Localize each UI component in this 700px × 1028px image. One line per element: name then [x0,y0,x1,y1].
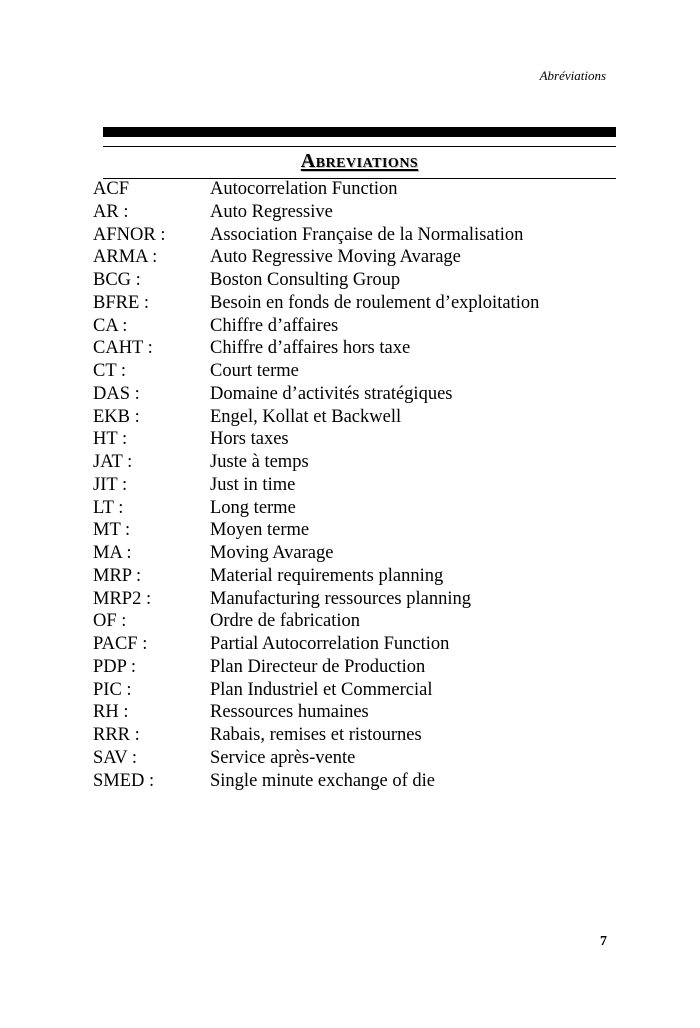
abbreviation-code: EKB : [93,406,140,427]
abbreviation-row [93,201,613,224]
abbreviation-code: ARMA : [93,247,158,268]
abbreviation-definition: Autocorrelation Function [210,179,398,199]
abbreviation-code: RH : [93,702,129,723]
abbreviation-definition: Plan Industriel et Commercial [210,679,433,700]
running-header: Abréviations [539,68,606,83]
abbreviation-definition: Chiffre d’affaires [210,315,339,336]
page-number: 7 [600,934,607,949]
abbreviation-code: SAV : [93,747,138,768]
abbreviation-definition: Just in time [210,474,296,495]
abbreviation-code: CA : [93,315,128,336]
abbreviation-definition: Rabais, remises et ristournes [210,725,422,745]
abbreviation-row [93,337,613,360]
abbreviation-row [93,633,613,656]
abbreviation-row [93,383,613,406]
abbreviation-row [93,542,613,565]
abbreviation-row [93,360,613,383]
abbreviation-code: PIC : [93,679,132,700]
abbreviation-code: HT : [93,429,128,450]
abbreviation-definition: Juste à temps [210,452,309,472]
abbreviation-row [93,474,613,497]
abbreviation-row [93,701,613,724]
abbreviation-definition: Hors taxes [210,429,289,450]
abbreviation-code: CAHT : [93,338,153,359]
abbreviation-list [93,178,613,792]
abbreviation-definition: Auto Regressive [210,201,333,222]
abbreviation-definition: Manufacturing ressources planning [210,588,471,609]
section-title: Abreviations [300,150,419,172]
abbreviation-definition: Boston Consulting Group [210,270,401,290]
abbreviation-code: PACF : [93,634,148,654]
abbreviation-row [93,656,613,679]
abbreviation-code: BCG : [93,270,141,290]
abbreviation-definition: Besoin en fonds de roulement d’exploitation [210,292,540,313]
header-rule-thick [103,127,616,137]
abbreviation-row [93,747,613,770]
abbreviation-code: MRP : [93,565,142,586]
abbreviation-code: RRR : [93,725,140,745]
abbreviation-row [93,588,613,611]
abbreviation-definition: Ordre de fabrication [210,611,360,632]
abbreviation-code: BFRE : [93,292,150,313]
abbreviation-code: MA : [93,543,132,563]
abbreviation-definition: Ressources humaines [210,702,369,723]
abbreviation-definition: Association Française de la Normalisation [210,224,524,245]
abbreviation-code: MRP2 : [93,588,152,609]
header-rule-thin [103,146,616,147]
abbreviation-code: OF : [93,611,127,632]
abbreviation-row [93,610,613,633]
abbreviation-definition: Service après-vente [210,747,356,768]
abbreviation-definition: Chiffre d’affaires hors taxe [210,338,411,359]
abbreviation-row [93,315,613,338]
abbreviation-row [93,451,613,474]
abbreviation-row [93,770,613,793]
abbreviation-row [93,269,613,292]
abbreviation-row [93,679,613,702]
abbreviation-row [93,497,613,520]
abbreviation-definition: Partial Autocorrelation Function [210,634,450,654]
abbreviation-definition: Plan Directeur de Production [210,656,426,677]
abbreviation-definition: Court terme [210,361,299,381]
abbreviation-row [93,428,613,451]
abbreviation-definition: Moyen terme [210,520,310,541]
abbreviation-definition: Single minute exchange of die [210,770,436,791]
abbreviation-code: SMED : [93,770,155,791]
abbreviation-definition: Moving Avarage [210,543,334,563]
abbreviation-code: JIT : [93,474,128,495]
abbreviation-row [93,565,613,588]
abbreviation-row [93,724,613,747]
abbreviation-code: PDP : [93,656,137,677]
abbreviation-definition: Long terme [210,497,296,518]
abbreviation-row [93,178,613,201]
abbreviation-row [93,292,613,315]
abbreviation-definition: Engel, Kollat et Backwell [210,406,402,427]
abbreviation-code: CT : [93,361,127,381]
abbreviation-code: ACF [93,179,129,199]
abbreviation-definition: Auto Regressive Moving Avarage [210,247,461,268]
abbreviation-code: AFNOR : [93,224,166,245]
abbreviation-row [93,224,613,247]
abbreviation-row [93,406,613,429]
abbreviation-code: LT : [93,497,124,518]
abbreviation-row [93,246,613,269]
abbreviation-definition: Domaine d’activités stratégiques [210,383,453,404]
abbreviation-definition: Material requirements planning [210,565,444,586]
abbreviation-code: MT : [93,520,131,541]
abbreviation-code: JAT : [93,452,133,472]
abbreviation-row [93,519,613,542]
abbreviation-code: AR : [93,201,129,222]
abbreviation-code: DAS : [93,383,140,404]
